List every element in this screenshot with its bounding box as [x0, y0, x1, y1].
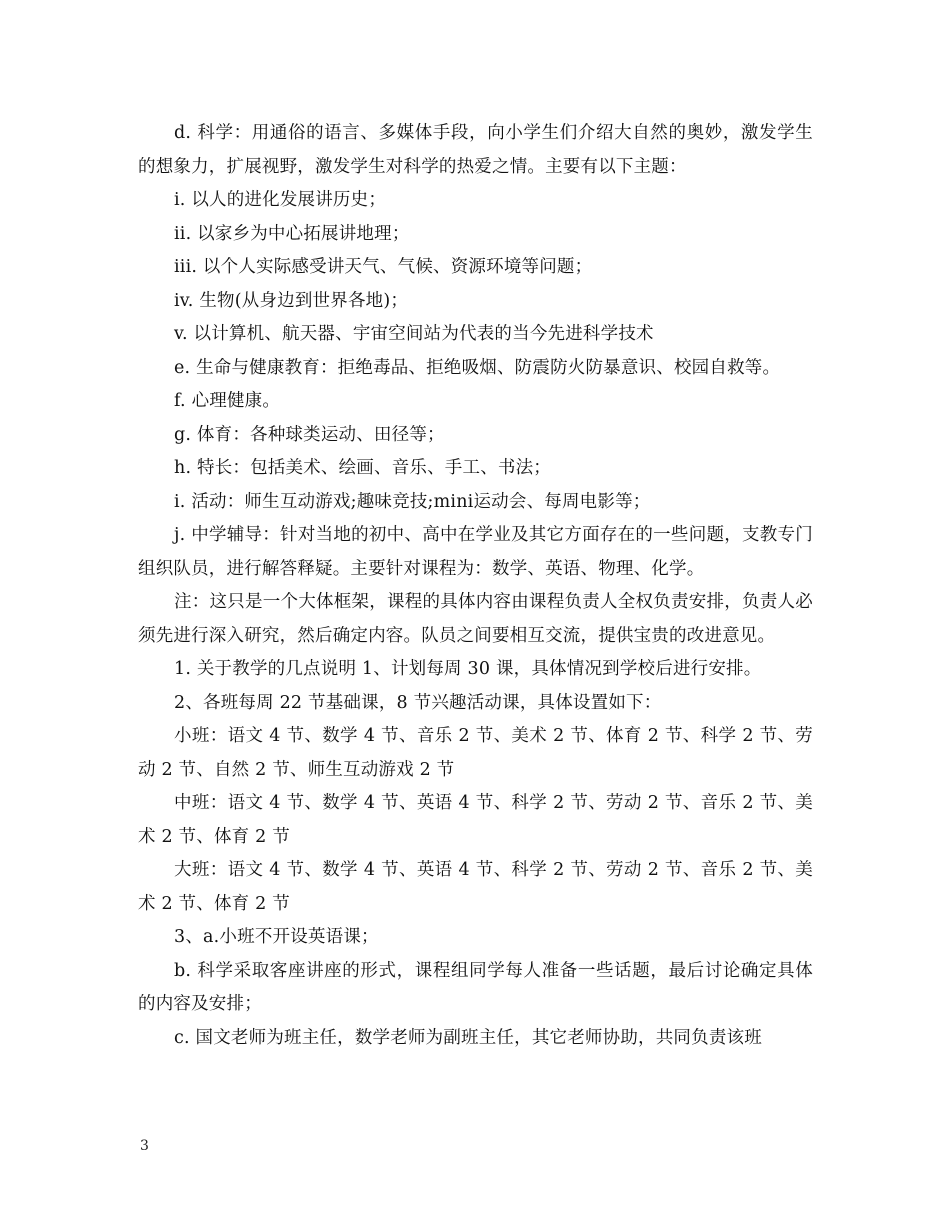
body-text	[138, 117, 813, 1055]
paragraph-health-education: e. 生命与健康教育：拒绝毒品、拒绝吸烟、防震防火防暴意识、校园自救等。	[174, 357, 781, 378]
paragraph-note: 注：这只是一个大体框架，课程的具体内容由课程负责人全权负责安排，负责人必须先进行深入研究，然后确定内容。队员之间要相互交流，提供宝贵的改进意见。	[138, 592, 813, 646]
paragraph-science: d. 科学：用通俗的语言、多媒体手段，向小学生们介绍大自然的奥妙，激发学生的想象力，扩展视野，激发学生对科学的热爱之情。主要有以下主题：	[138, 123, 813, 177]
paragraph-sports: g. 体育：各种球类运动、田径等；	[174, 424, 445, 445]
list-item-geography: ii. 以家乡为中心拓展讲地理；	[174, 223, 410, 244]
paragraph-middle-class: 中班：语文 4 节、数学 4 节、英语 4 节、科学 2 节、劳动 2 节、音乐 2 节、美术 2 节、体育 2 节	[138, 793, 813, 847]
paragraph-mental-health: f. 心理健康。	[174, 391, 281, 411]
paragraph-talents: h. 特长：包括美术、绘画、音乐、手工、书法；	[174, 458, 551, 478]
paragraph-middle-school-tutoring: j. 中学辅导：针对当地的初中、高中在学业及其它方面存在的一些问题，支教专门组织队员，进行解答释疑。主要针对课程为：数学、英语、物理、化学。	[138, 525, 813, 579]
paragraph-large-class: 大班：语文 4 节、数学 4 节、英语 4 节、科学 2 节、劳动 2 节、音乐 2 节、美术 2 节、体育 2 节	[138, 860, 813, 914]
list-item-biology: iv. 生物(从身边到世界各地)；	[174, 290, 409, 311]
list-item-technology: v. 以计算机、航天器、宇宙空间站为代表的当今先进科学技术	[174, 324, 654, 344]
page-number: 3	[140, 1138, 149, 1154]
paragraph-no-english: 3、a.小班不开设英语课；	[174, 927, 379, 947]
paragraph-science-lectures: b. 科学采取客座讲座的形式，课程组同学每人准备一些话题，最后讨论确定具体的内容及安排；	[138, 960, 813, 1014]
paragraph-class-teacher: c. 国文老师为班主任，数学老师为副班主任，其它老师协助，共同负责该班	[174, 1027, 762, 1048]
list-item-weather: iii. 以个人实际感受讲天气、气候、资源环境等问题；	[174, 257, 593, 277]
paragraph-class-hours: 2、各班每周 22 节基础课，8 节兴趣活动课，具体设置如下：	[174, 692, 662, 713]
paragraph-small-class: 小班：语文 4 节、数学 4 节、音乐 2 节、美术 2 节、体育 2 节、科学 2 节、劳动 2 节、自然 2 节、师生互动游戏 2 节	[138, 726, 813, 780]
paragraph-teaching-notes: 1. 关于教学的几点说明 1、计划每周 30 课，具体情况到学校后进行安排。	[174, 659, 762, 679]
paragraph-activities: i. 活动：师生互动游戏;趣味竞技;mini运动会、每周电影等；	[174, 491, 651, 512]
list-item-history: i. 以人的进化发展讲历史；	[174, 190, 387, 210]
